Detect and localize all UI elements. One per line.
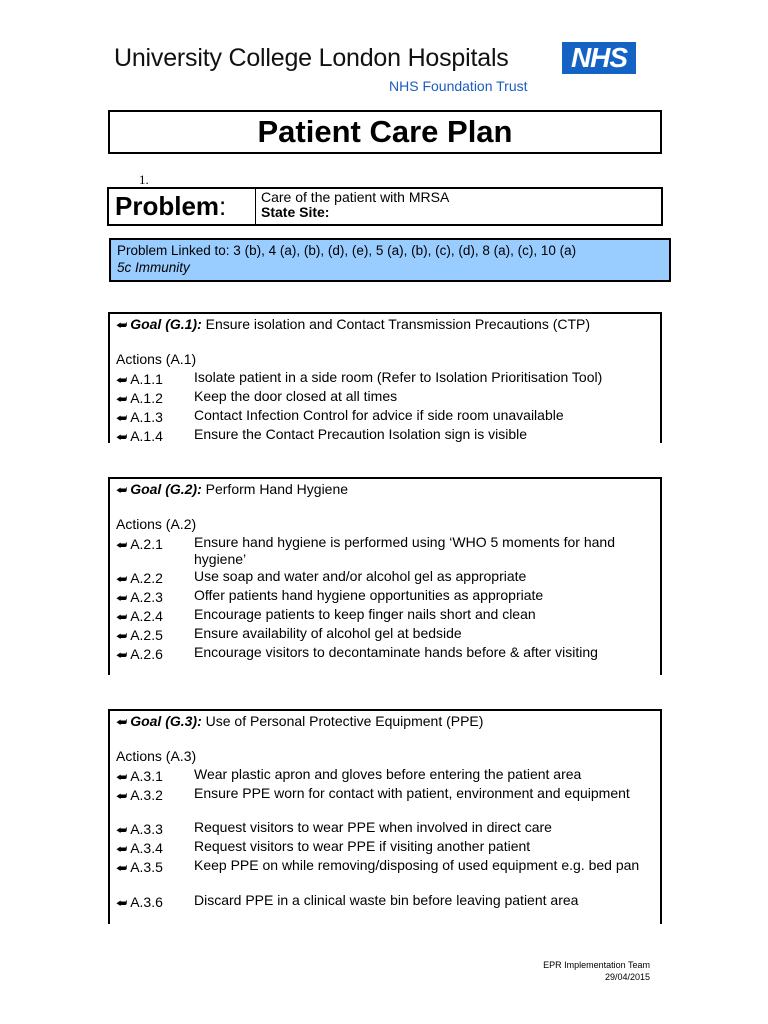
action-code: A.2.4	[130, 608, 163, 624]
action-code: A.3.1	[130, 768, 163, 784]
arrow-icon: ⮨	[116, 430, 128, 444]
action-text: Discard PPE in a clinical waste bin before leaving patient area	[194, 892, 579, 908]
action-text: Ensure PPE worn for contact with patient, environment and equipment	[194, 785, 630, 801]
linked-immunity: 5c Immunity	[117, 260, 190, 275]
problem-linked-box	[109, 238, 671, 282]
arrow-icon: ⮨	[116, 411, 128, 425]
action-text: Use soap and water and/or alcohol gel as appropriate	[194, 568, 527, 584]
action-text: Isolate patient in a side room (Refer to Isolation Prioritisation Tool)	[194, 369, 603, 385]
actions-heading: Actions (A.3)	[116, 748, 197, 764]
problem-divider	[255, 189, 256, 224]
footer-team: EPR Implementation Team	[543, 960, 650, 970]
footer	[543, 959, 650, 983]
action-code: A.1.2	[130, 390, 163, 406]
action-code: A.1.1	[130, 371, 163, 387]
action-code: A.3.5	[130, 859, 163, 875]
action-text: Encourage visitors to decontaminate hands before & after visiting	[194, 644, 598, 660]
action-code: A.2.6	[130, 646, 163, 662]
action-text: Ensure availability of alcohol gel at bedside	[194, 625, 462, 641]
goal-section-2	[108, 477, 662, 675]
organisation-name: University College London Hospitals	[114, 44, 509, 72]
arrow-icon: ⮨	[116, 896, 128, 910]
goal-title: Goal (G.1):	[130, 316, 202, 332]
list-number: 1.	[139, 172, 149, 187]
arrow-icon: ⮨	[116, 591, 128, 605]
nhs-logo: NHS	[562, 42, 636, 74]
action-code: A.3.2	[130, 787, 163, 803]
arrow-icon: ⮨	[116, 483, 128, 497]
arrow-icon: ⮨	[116, 572, 128, 586]
action-code: A.3.4	[130, 840, 163, 856]
goal-heading	[116, 481, 348, 498]
goal-title: Goal (G.2):	[130, 481, 202, 497]
goal-heading	[116, 713, 483, 730]
arrow-icon: ⮨	[116, 629, 128, 643]
action-text: Keep PPE on while removing/disposing of used equipment e.g. bed pan	[194, 857, 640, 873]
goal-section-3	[108, 709, 662, 924]
action-code: A.2.1	[130, 536, 163, 552]
linked-line: Problem Linked to: 3 (b), 4 (a), (b), (d), (e), 5 (a), (b), (c), (d), 8 (a), (c), 10 (a)	[117, 243, 577, 258]
problem-text: Care of the patient with MRSA	[261, 189, 450, 205]
goal-heading	[116, 316, 590, 333]
actions-heading: Actions (A.2)	[116, 516, 197, 532]
arrow-icon: ⮨	[116, 318, 128, 332]
state-site-label: State Site:	[261, 204, 330, 220]
trust-name: NHS Foundation Trust	[389, 78, 528, 94]
goal-text: Ensure isolation and Contact Transmission Precautions (CTP)	[205, 316, 591, 332]
action-code: A.3.6	[130, 894, 163, 910]
problem-label: Problem:	[115, 191, 227, 221]
arrow-icon: ⮨	[116, 538, 128, 552]
action-code: A.2.5	[130, 627, 163, 643]
arrow-icon: ⮨	[116, 392, 128, 406]
action-code: A.1.3	[130, 409, 163, 425]
arrow-icon: ⮨	[116, 842, 128, 856]
arrow-icon: ⮨	[116, 648, 128, 662]
action-text: Wear plastic apron and gloves before entering the patient area	[194, 766, 582, 782]
arrow-icon: ⮨	[116, 770, 128, 784]
action-text: Ensure hand hygiene is performed using ‘WHO 5 moments for hand hygiene’	[194, 534, 615, 567]
action-code: A.3.3	[130, 821, 163, 837]
action-code: A.2.3	[130, 589, 163, 605]
action-text: Offer patients hand hygiene opportunities as appropriate	[194, 587, 544, 603]
problem-box	[107, 187, 663, 226]
arrow-icon: ⮨	[116, 861, 128, 875]
action-code: A.1.4	[130, 428, 163, 444]
actions-heading: Actions (A.1)	[116, 351, 197, 367]
arrow-icon: ⮨	[116, 823, 128, 837]
goal-text: Perform Hand Hygiene	[205, 481, 349, 497]
action-text: Request visitors to wear PPE when involved in direct care	[194, 819, 552, 835]
goal-section-1	[108, 312, 662, 443]
action-code: A.2.2	[130, 570, 163, 586]
action-text: Request visitors to wear PPE if visiting another patient	[194, 838, 531, 854]
footer-date: 29/04/2015	[604, 972, 650, 982]
goal-text: Use of Personal Protective Equipment (PPE)	[205, 713, 484, 729]
page-title: Patient Care Plan	[108, 110, 662, 154]
action-text: Keep the door closed at all times	[194, 388, 398, 404]
arrow-icon: ⮨	[116, 715, 128, 729]
arrow-icon: ⮨	[116, 373, 128, 387]
goal-title: Goal (G.3):	[130, 713, 202, 729]
problem-description	[261, 190, 449, 220]
arrow-icon: ⮨	[116, 789, 128, 803]
action-text: Contact Infection Control for advice if side room unavailable	[194, 407, 564, 423]
arrow-icon: ⮨	[116, 610, 128, 624]
action-text: Encourage patients to keep finger nails short and clean	[194, 606, 536, 622]
action-text: Ensure the Contact Precaution Isolation sign is visible	[194, 426, 528, 442]
